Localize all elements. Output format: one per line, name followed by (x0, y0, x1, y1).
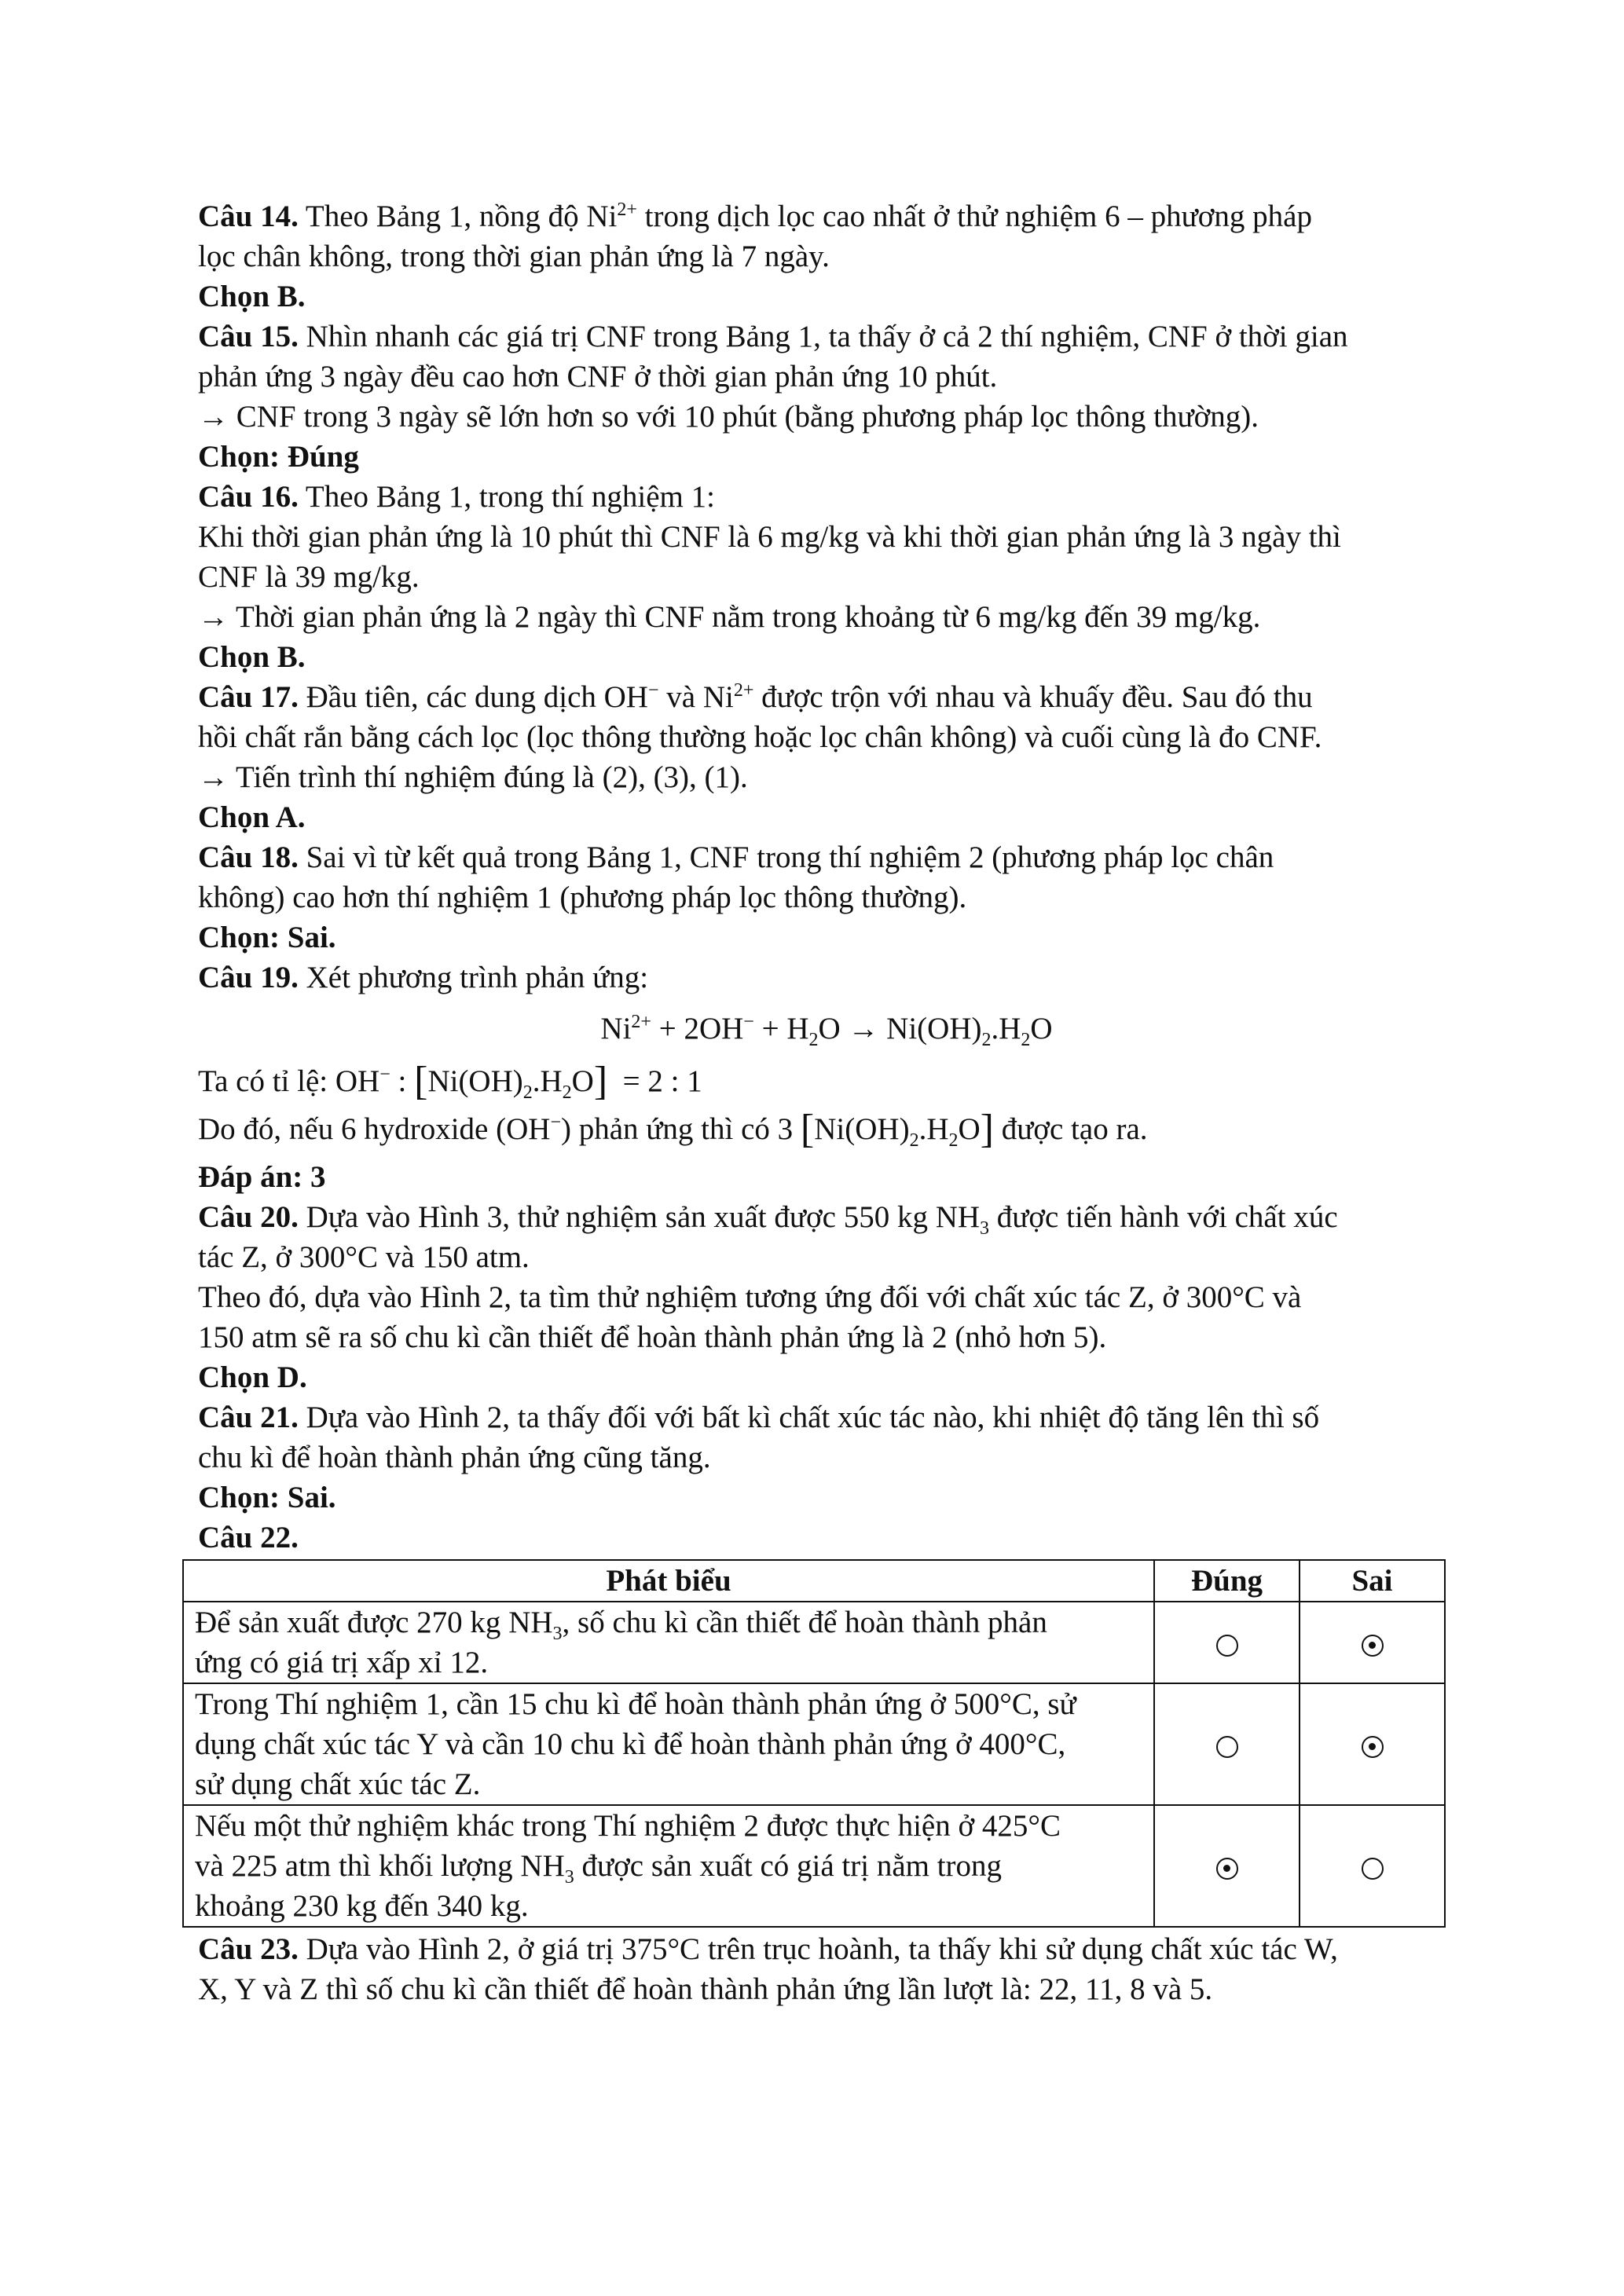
radio-false[interactable] (1362, 1858, 1384, 1880)
q19-answer: Đáp án: 3 (198, 1160, 326, 1194)
true-false-table (182, 1559, 1446, 1928)
q17-answer: Chọn A. (198, 800, 306, 834)
q14-line1: Câu 14. Theo Bảng 1, nồng độ $Ni^{2+}$ trong dịch lọc cao nhất ở thử nghiệm 6 – phương pháp (198, 200, 1312, 233)
q20-line4: 150 atm sẽ ra số chu kì cần thiết để hoàn thành phản ứng là 2 (nhỏ hơn 5). (198, 1320, 1107, 1354)
q19-ratio: Ta có tỉ lệ: OH− : $[Ni(OH)_2.H_2O] = 2$ : 1 (198, 1059, 702, 1104)
q22-label: Câu 22. (198, 1521, 299, 1554)
answer-document (195, 196, 1455, 2009)
q18-label: Câu 18. (198, 840, 299, 874)
q15-answer: Chọn: Đúng (198, 440, 359, 474)
q16-line4: → Thời gian phản ứng là 2 ngày thì CNF nằm trong khoảng từ 6 mg/kg đến 39 mg/kg. (198, 600, 1261, 634)
reaction-equation: $Ni^{2+} + 2OH^- + H_2O \to Ni(OH)_2.H_2O$ (600, 1012, 1053, 1050)
radio-false-selected[interactable] (1362, 1635, 1384, 1657)
q23-line2: X, Y và Z thì số chu kì cần thiết để hoàn thành phản ứng lần lượt là: 22, 11, 8 và 5. (198, 1972, 1213, 2006)
q15-line3: → CNF trong 3 ngày sẽ lớn hơn so với 10 phút (bằng phương pháp lọc thông thường). (198, 400, 1259, 434)
q14-line2: lọc chân không, trong thời gian phản ứng là 7 ngày. (198, 240, 830, 273)
q23-label: Câu 23. (198, 1932, 299, 1966)
q15-line1: Câu 15. Nhìn nhanh các giá trị CNF trong Bảng 1, ta thấy ở cả 2 thí nghiệm, CNF ở thời gian (198, 320, 1348, 353)
statement-cell: Để sản xuất được 270 kg $NH_3$, số chu kì cần thiết để hoàn thành phản ứng có giá trị xấp xỉ 12. (183, 1602, 1154, 1683)
q16-line2: Khi thời gian phản ứng là 10 phút thì CNF là 6 mg/kg và khi thời gian phản ứng là 3 ngày thì (198, 520, 1341, 554)
radio-false-selected[interactable] (1362, 1736, 1384, 1758)
q21-line2: chu kì để hoàn thành phản ứng cũng tăng. (198, 1441, 711, 1474)
q18-line1: Câu 18. Sai vì từ kết quả trong Bảng 1, CNF trong thí nghiệm 2 (phương pháp lọc chân (198, 840, 1274, 874)
q21-answer: Chọn: Sai. (198, 1481, 336, 1514)
radio-true[interactable] (1216, 1635, 1238, 1657)
radio-true[interactable] (1216, 1736, 1238, 1758)
false-cell (1300, 1602, 1445, 1683)
q23-line1: Câu 23. Dựa vào Hình 2, ở giá trị 375°C trên trục hoành, ta thấy khi sử dụng chất xúc tác W, (198, 1932, 1338, 1966)
header-true: Đúng (1154, 1560, 1300, 1602)
q21-label: Câu 21. (198, 1401, 299, 1434)
q15-label: Câu 15. (198, 320, 299, 353)
false-cell (1300, 1805, 1445, 1927)
q21-line1: Câu 21. Dựa vào Hình 2, ta thấy đối với bất kì chất xúc tác nào, khi nhiệt độ tăng lên thì số (198, 1401, 1320, 1434)
q20-line2: tác Z, ở 300°C và 150 atm. (198, 1240, 530, 1274)
q20-line1: Câu 20. Dựa vào Hình 3, thử nghiệm sản xuất được 550 kg $NH_3$ được tiến hành với chất xúc (198, 1200, 1338, 1239)
q16-label: Câu 16. (198, 480, 299, 514)
true-cell (1154, 1805, 1300, 1927)
q17-line2: hồi chất rắn bằng cách lọc (lọc thông thường hoặc lọc chân không) và cuối cùng là đo CNF. (198, 720, 1322, 754)
q14-answer: Chọn B. (198, 280, 306, 313)
q18-line2: không) cao hơn thí nghiệm 1 (phương pháp lọc thông thường). (198, 881, 967, 914)
q19-conclusion: Do đó, nếu 6 hydroxide (OH−) phản ứng thì có 3 $[Ni(OH)_2.H_2O]$ được tạo ra. (198, 1107, 1148, 1152)
radio-true-selected[interactable] (1216, 1858, 1238, 1880)
header-false: Sai (1300, 1560, 1445, 1602)
table-row (183, 1602, 1445, 1683)
q17-line1: Câu 17. Đầu tiên, các dung dịch OH− và $Ni^{2+}$ được trộn với nhau và khuấy đều. Sau đó thu (198, 680, 1313, 714)
q14-label: Câu 14. (198, 200, 299, 233)
q15-line2: phản ứng 3 ngày đều cao hơn CNF ở thời gian phản ứng 10 phút. (198, 360, 998, 394)
q17-line3: → Tiến trình thí nghiệm đúng là (2), (3), (1). (198, 760, 748, 794)
q20-answer: Chọn D. (198, 1360, 307, 1394)
statement-cell: Nếu một thử nghiệm khác trong Thí nghiệm 2 được thực hiện ở 425°C và 225 atm thì khối lượng $NH_3$ được sản xuất có giá trị nằm trong khoảng 230 kg đến 340 kg. (183, 1805, 1154, 1927)
q16-line3: CNF là 39 mg/kg. (198, 560, 420, 594)
true-cell (1154, 1602, 1300, 1683)
q18-answer: Chọn: Sai. (198, 921, 336, 954)
q16-answer: Chọn B. (198, 640, 306, 674)
false-cell (1300, 1683, 1445, 1805)
q17-label: Câu 17. (198, 680, 299, 714)
header-statement: Phát biểu (183, 1560, 1154, 1602)
q20-line3: Theo đó, dựa vào Hình 2, ta tìm thử nghiệm tương ứng đối với chất xúc tác Z, ở 300°C và (198, 1280, 1302, 1314)
q16-line1: Câu 16. Theo Bảng 1, trong thí nghiệm 1: (198, 480, 715, 514)
table-header-row (183, 1560, 1445, 1602)
statement-cell: Trong Thí nghiệm 1, cần 15 chu kì để hoàn thành phản ứng ở 500°C, sử dụng chất xúc tác Y và cần 10 chu kì để hoàn thành phản ứng ở 400°C, sử dụng chất xúc tác Z. (183, 1683, 1154, 1805)
table-row (183, 1683, 1445, 1805)
true-cell (1154, 1683, 1300, 1805)
q20-label: Câu 20. (198, 1200, 299, 1234)
table-row (183, 1805, 1445, 1927)
q19-label: Câu 19. (198, 961, 299, 994)
q19-line1: Câu 19. Xét phương trình phản ứng: (198, 961, 649, 994)
